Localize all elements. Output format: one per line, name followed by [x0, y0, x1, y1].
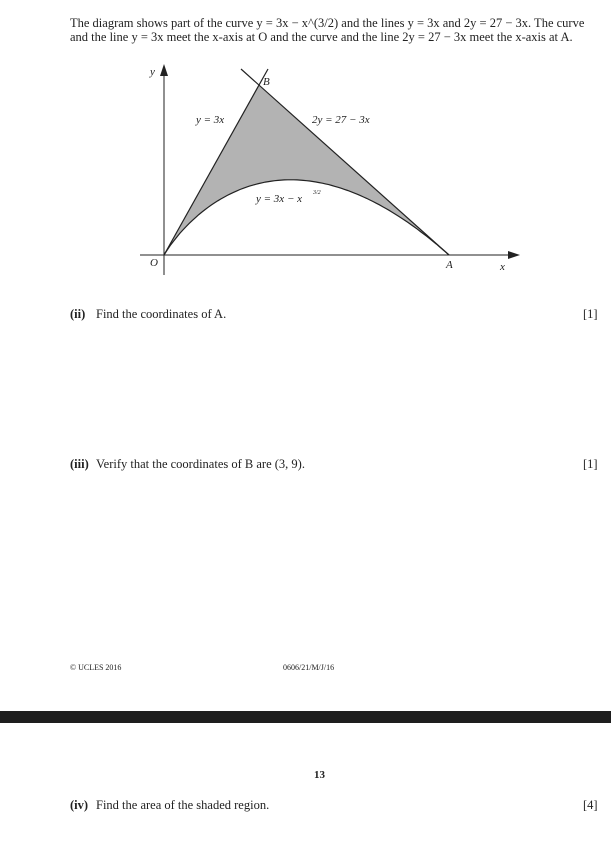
page-number: 13: [314, 769, 325, 781]
curve-label: y = 3x − x: [256, 193, 302, 205]
question-ii-number: (ii): [70, 307, 86, 321]
y-axis-arrow: [160, 64, 168, 76]
question-iv-number: (iv): [70, 798, 89, 812]
intro-line-2: and the line y = 3x meet the x-axis at O and the curve and the line 2y = 27 − 3x meet the x-axis at A.: [70, 30, 573, 44]
point-b-label: B: [263, 76, 270, 88]
page-separator: [0, 711, 611, 723]
x-axis-arrow: [508, 251, 520, 259]
question-iv-text: Find the area of the shaded region.: [96, 798, 270, 812]
question-ii-marks: [1]: [583, 307, 598, 321]
question-iv-marks: [4]: [583, 798, 598, 812]
origin-label: O: [150, 257, 158, 269]
question-iii-marks: [1]: [583, 457, 598, 471]
x-axis-label: x: [500, 261, 505, 273]
question-ii-text: Find the coordinates of A.: [96, 307, 227, 321]
intro-line-1: The diagram shows part of the curve y = 3x − x^(3/2) and the lines y = 3x and 2y = 27 − 3x. The curve: [70, 16, 585, 30]
paper-code: 0606/21/M/J/16: [283, 663, 335, 672]
diagram: [0, 0, 611, 300]
y-axis-label: y: [150, 66, 155, 78]
line1-label: y = 3x: [196, 114, 225, 126]
line2-label: 2y = 27 − 3x: [312, 114, 370, 126]
point-a-label: A: [446, 259, 453, 271]
question-iii-number: (iii): [70, 457, 89, 471]
curve-exponent: 3/2: [313, 190, 321, 196]
question-iii-text: Verify that the coordinates of B are (3, 9).: [96, 457, 305, 471]
shaded-region: [164, 86, 449, 255]
copyright: © UCLES 2016: [70, 663, 122, 672]
